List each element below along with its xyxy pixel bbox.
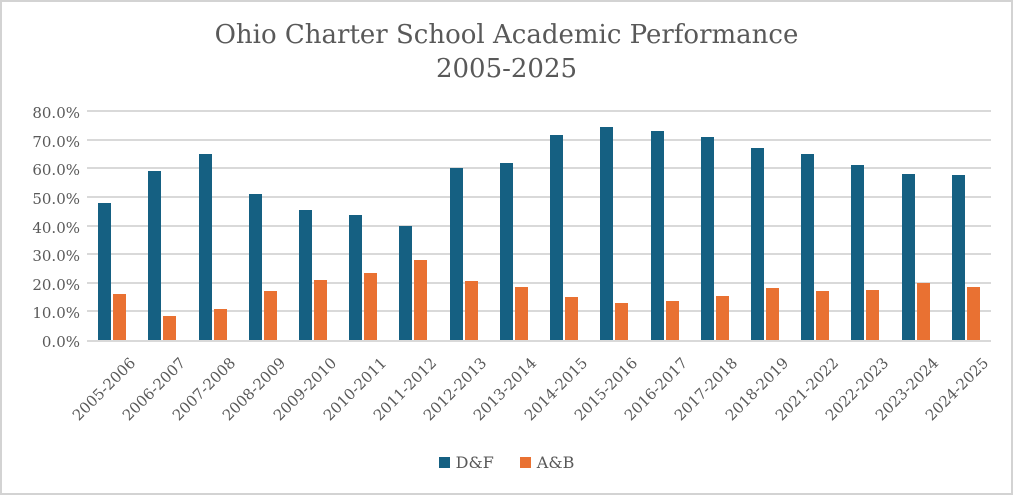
x-axis-label: 2010-2011 [319, 354, 390, 425]
bar-ab-2011-2012 [414, 260, 427, 340]
bar-cluster-2014-2015 [539, 113, 589, 340]
bar-df-2006-2007 [148, 171, 161, 340]
bar-df-2022-2023 [851, 165, 864, 340]
bar-cluster-2016-2017 [639, 113, 689, 340]
bar-df-2005-2006 [98, 203, 111, 340]
bar-df-2013-2014 [500, 163, 513, 340]
y-tick-label: 20.0% [32, 275, 80, 294]
y-tick-label: 0.0% [41, 333, 80, 351]
y-tick-label: 40.0% [32, 218, 80, 237]
gridline [87, 110, 991, 112]
y-tick-label: 70.0% [32, 132, 80, 151]
bar-df-2023-2024 [902, 174, 915, 340]
bar-ab-2006-2007 [163, 316, 176, 340]
bar-cluster-2011-2012 [388, 113, 438, 340]
x-axis-label: 2015-2016 [570, 354, 642, 425]
bar-cluster-2009-2010 [288, 113, 338, 340]
bar-ab-2023-2024 [917, 283, 930, 340]
bar-ab-2005-2006 [113, 294, 126, 340]
y-tick-label: 30.0% [32, 247, 80, 266]
bar-df-2007-2008 [199, 154, 212, 340]
bar-df-2017-2018 [701, 137, 714, 340]
x-axis-label: 2013-2014 [470, 354, 541, 425]
bar-df-2012-2013 [450, 168, 463, 340]
x-axis-label: 2007-2008 [168, 354, 240, 425]
x-axis-label: 2016-2017 [620, 354, 692, 425]
legend-item-ab [520, 453, 575, 472]
y-tick-label: 50.0% [32, 189, 80, 208]
x-axis-label: 2017-2018 [671, 354, 742, 425]
x-axis-label: 2018-2019 [721, 354, 792, 425]
legend-label: A&B [536, 453, 575, 472]
y-tick-label: 10.0% [32, 304, 80, 323]
bar-ab-2016-2017 [666, 301, 679, 340]
bar-df-2014-2015 [550, 135, 563, 340]
bar-df-2024-2025 [952, 175, 965, 340]
x-axis-label: 2011-2012 [369, 354, 441, 425]
legend-label: D&F [455, 453, 494, 472]
bar-cluster-2005-2006 [87, 113, 137, 340]
bar-cluster-2017-2018 [690, 113, 740, 340]
legend-swatch-icon [439, 457, 450, 468]
bar-df-2018-2019 [751, 148, 764, 340]
bar-ab-2008-2009 [264, 291, 277, 340]
bar-ab-2015-2016 [615, 303, 628, 340]
bar-ab-2018-2019 [766, 288, 779, 340]
y-axis [2, 104, 80, 351]
x-axis-label: 2024-2025 [922, 354, 993, 425]
bar-df-2008-2009 [249, 194, 262, 340]
x-axis-label: 2008-2009 [219, 354, 290, 425]
x-axis-label: 2014-2015 [520, 354, 591, 425]
x-axis-label: 2022-2023 [821, 354, 893, 425]
y-tick-label: 60.0% [32, 161, 80, 180]
bar-ab-2014-2015 [565, 297, 578, 340]
x-axis-label: 2005-2006 [68, 354, 139, 425]
bar-ab-2013-2014 [515, 287, 528, 340]
legend-swatch-icon [520, 457, 531, 468]
bar-cluster-2021-2022 [790, 113, 840, 340]
bar-ab-2009-2010 [314, 280, 327, 340]
bar-df-2011-2012 [399, 226, 412, 341]
bar-cluster-2013-2014 [489, 113, 539, 340]
bar-cluster-2012-2013 [439, 113, 489, 340]
bar-cluster-2023-2024 [891, 113, 941, 340]
bar-cluster-2022-2023 [840, 113, 890, 340]
bar-cluster-2008-2009 [238, 113, 288, 340]
x-axis [68, 344, 993, 444]
bar-cluster-2010-2011 [338, 113, 388, 340]
bar-ab-2007-2008 [214, 309, 227, 340]
bar-ab-2022-2023 [866, 290, 879, 340]
chart-title-line2: 2005-2025 [435, 54, 578, 84]
bar-df-2010-2011 [349, 215, 362, 340]
legend-item-df [439, 453, 494, 472]
bar-cluster-2024-2025 [941, 113, 991, 340]
bar-ab-2010-2011 [364, 273, 377, 340]
bar-ab-2024-2025 [967, 287, 980, 340]
bar-ab-2017-2018 [716, 296, 729, 340]
bar-cluster-2015-2016 [589, 113, 639, 340]
x-axis-label: 2012-2013 [420, 354, 491, 425]
x-axis-label: 2006-2007 [118, 354, 190, 425]
bar-df-2016-2017 [651, 131, 664, 340]
bar-cluster-2018-2019 [740, 113, 790, 340]
bar-ab-2021-2022 [816, 291, 829, 340]
bar-cluster-2006-2007 [137, 113, 187, 340]
x-axis-label: 2021-2022 [771, 354, 842, 425]
bar-ab-2012-2013 [465, 281, 478, 340]
bar-df-2015-2016 [600, 127, 613, 340]
y-tick-label: 80.0% [32, 104, 80, 122]
bar-cluster-2007-2008 [187, 113, 237, 340]
chart-title-line1: Ohio Charter School Academic Performance [214, 20, 799, 50]
legend [2, 453, 1011, 472]
x-axis-label: 2009-2010 [269, 354, 340, 425]
x-axis-label: 2023-2024 [872, 354, 943, 425]
bar-df-2009-2010 [299, 210, 312, 340]
bar-df-2021-2022 [801, 154, 814, 340]
plot-area [87, 113, 991, 342]
chart-title [2, 18, 1011, 86]
